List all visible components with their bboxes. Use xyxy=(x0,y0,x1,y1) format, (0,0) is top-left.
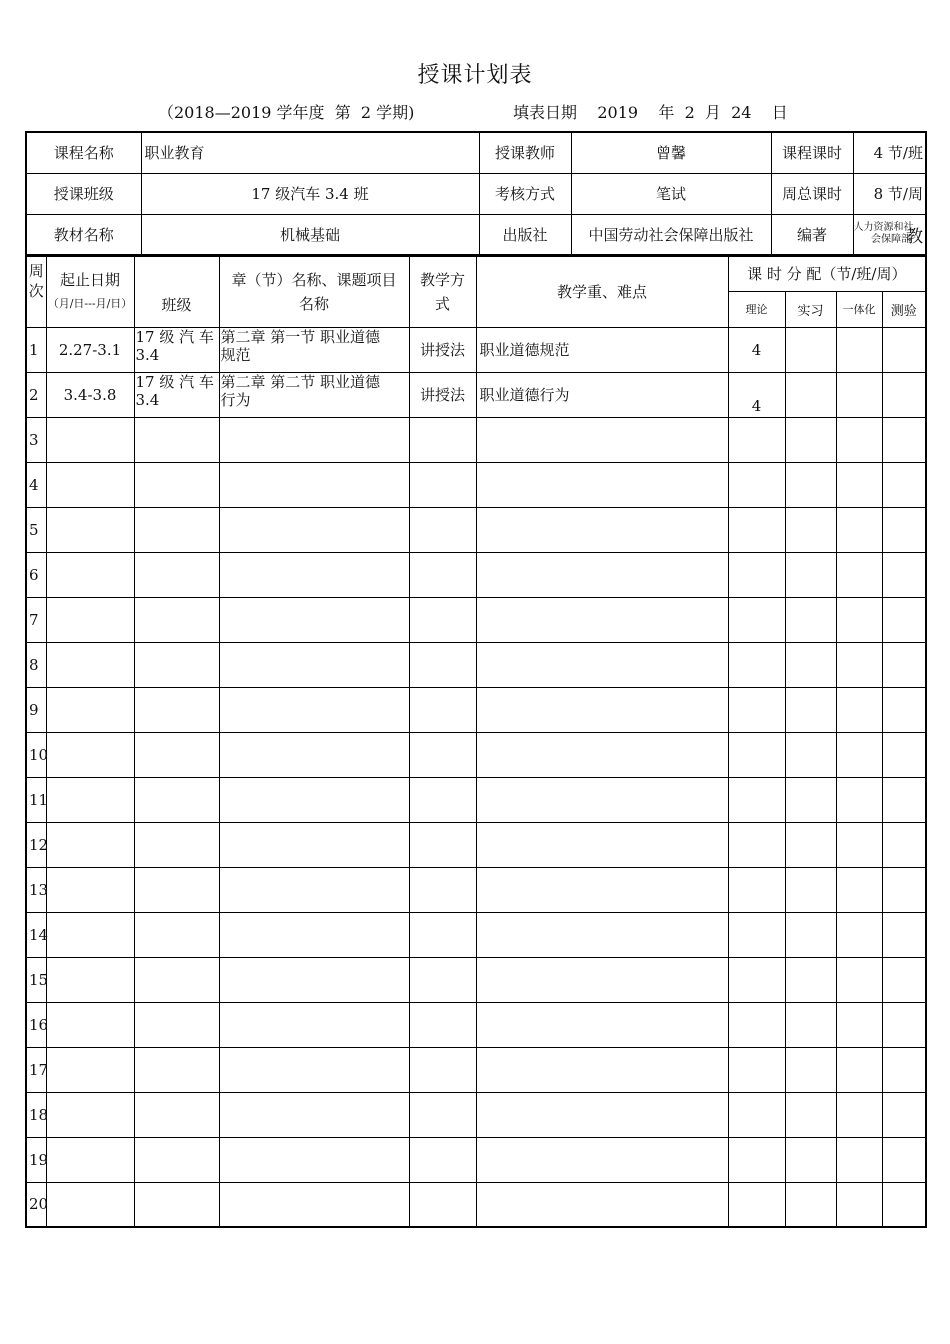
practice-cell xyxy=(785,732,836,777)
week-cell: 14 xyxy=(26,912,46,957)
teacher-label: 授课教师 xyxy=(479,132,571,173)
chapter-cell xyxy=(219,462,409,507)
theory-cell xyxy=(728,687,785,732)
header-chapter-line1: 章（节）名称、课题项目 xyxy=(231,270,397,289)
chapter-cell xyxy=(219,732,409,777)
course-label: 课程名称 xyxy=(26,132,141,173)
table-row xyxy=(26,1092,926,1137)
table-row xyxy=(26,597,926,642)
method-cell: 讲授法 xyxy=(409,327,476,372)
integrated-cell xyxy=(836,912,882,957)
chapter-cell xyxy=(219,552,409,597)
teaching-plan-table xyxy=(25,255,927,1228)
week-cell: 12 xyxy=(26,822,46,867)
focus-cell xyxy=(476,957,728,1002)
focus-cell xyxy=(476,597,728,642)
header-theory: 理论 xyxy=(728,291,785,327)
class-cell xyxy=(134,1002,219,1047)
theory-cell xyxy=(728,912,785,957)
week-cell: 11 xyxy=(26,777,46,822)
dates-cell xyxy=(46,1137,134,1182)
practice-cell xyxy=(785,1092,836,1137)
header-dates-sub: （月/日---月/日） xyxy=(47,296,133,310)
test-cell xyxy=(882,732,926,777)
integrated-cell xyxy=(836,1092,882,1137)
method-cell xyxy=(409,912,476,957)
test-cell xyxy=(882,372,926,417)
course-hours-label: 课程课时 xyxy=(771,132,853,173)
theory-cell xyxy=(728,417,785,462)
test-cell xyxy=(882,1047,926,1092)
integrated-cell xyxy=(836,462,882,507)
integrated-cell xyxy=(836,507,882,552)
theory-cell xyxy=(728,1137,785,1182)
chapter-cell xyxy=(219,822,409,867)
method-cell xyxy=(409,642,476,687)
focus-cell xyxy=(476,867,728,912)
table-row xyxy=(26,777,926,822)
class-cell xyxy=(134,642,219,687)
publisher-label: 出版社 xyxy=(479,214,571,255)
week-cell: 15 xyxy=(26,957,46,1002)
integrated-cell xyxy=(836,822,882,867)
class-label: 授课班级 xyxy=(26,173,141,214)
method-cell xyxy=(409,1092,476,1137)
method-cell xyxy=(409,822,476,867)
focus-cell xyxy=(476,462,728,507)
focus-cell xyxy=(476,1002,728,1047)
week-cell: 16 xyxy=(26,1002,46,1047)
table-row xyxy=(26,867,926,912)
week-cell: 20 xyxy=(26,1182,46,1227)
week-cell: 1 xyxy=(26,327,46,372)
class-cell xyxy=(134,687,219,732)
week-cell: 10 xyxy=(26,732,46,777)
focus-cell: 职业道德行为 xyxy=(476,372,728,417)
class-cell xyxy=(134,912,219,957)
practice-cell xyxy=(785,777,836,822)
header-dates xyxy=(46,256,134,327)
focus-cell xyxy=(476,777,728,822)
chapter-cell xyxy=(219,687,409,732)
practice-cell xyxy=(785,642,836,687)
practice-cell xyxy=(785,552,836,597)
method-cell xyxy=(409,957,476,1002)
method-cell xyxy=(409,777,476,822)
practice-cell xyxy=(785,867,836,912)
practice-cell xyxy=(785,822,836,867)
dates-cell xyxy=(46,507,134,552)
class-cell xyxy=(134,552,219,597)
week-cell: 3 xyxy=(26,417,46,462)
test-cell xyxy=(882,552,926,597)
theory-cell xyxy=(728,552,785,597)
theory-cell xyxy=(728,822,785,867)
practice-cell xyxy=(785,372,836,417)
chapter-cell xyxy=(219,957,409,1002)
theory-cell: 4 xyxy=(728,372,785,417)
practice-cell xyxy=(785,957,836,1002)
class-cell xyxy=(134,1047,219,1092)
chapter-cell-line1: 第二章 第二节 职业道德 xyxy=(220,372,381,391)
dates-cell xyxy=(46,867,134,912)
week-cell: 13 xyxy=(26,867,46,912)
theory-cell xyxy=(728,507,785,552)
chapter-cell xyxy=(219,867,409,912)
dates-cell xyxy=(46,1002,134,1047)
test-cell xyxy=(882,597,926,642)
week-cell: 18 xyxy=(26,1092,46,1137)
test-cell xyxy=(882,1137,926,1182)
course-info-table xyxy=(25,131,927,256)
focus-cell xyxy=(476,1182,728,1227)
info-row-course xyxy=(26,132,926,173)
method-cell xyxy=(409,552,476,597)
header-week xyxy=(26,256,46,327)
practice-cell xyxy=(785,1002,836,1047)
editor-value-line1: 人力资源和社 xyxy=(853,222,914,234)
header-week-line2: 次 xyxy=(28,282,44,300)
integrated-cell xyxy=(836,1047,882,1092)
class-cell xyxy=(134,597,219,642)
class-cell xyxy=(134,507,219,552)
focus-cell xyxy=(476,1092,728,1137)
integrated-cell xyxy=(836,777,882,822)
table-row xyxy=(26,732,926,777)
test-cell xyxy=(882,687,926,732)
class-cell xyxy=(134,417,219,462)
practice-cell xyxy=(785,597,836,642)
info-row-class xyxy=(26,173,926,214)
test-cell xyxy=(882,1182,926,1227)
integrated-cell xyxy=(836,642,882,687)
header-integrated: 一体化 xyxy=(836,291,882,327)
dates-cell xyxy=(46,552,134,597)
table-row xyxy=(26,1047,926,1092)
dates-cell xyxy=(46,642,134,687)
theory-cell xyxy=(728,597,785,642)
integrated-cell xyxy=(836,417,882,462)
fill-date-line: 填表日期 2019 年 2 月 24 日 xyxy=(513,103,788,122)
table-row xyxy=(26,687,926,732)
chapter-cell xyxy=(219,1047,409,1092)
chapter-cell xyxy=(219,372,409,417)
week-cell: 19 xyxy=(26,1137,46,1182)
header-hours: 课 时 分 配（节/班/周） xyxy=(728,256,926,291)
dates-cell xyxy=(46,732,134,777)
textbook-label: 教材名称 xyxy=(26,214,141,255)
theory-cell xyxy=(728,1182,785,1227)
integrated-cell xyxy=(836,552,882,597)
dates-cell xyxy=(46,1047,134,1092)
practice-cell xyxy=(785,327,836,372)
theory-cell xyxy=(728,642,785,687)
weekly-hours-label: 周总课时 xyxy=(771,173,853,214)
table-row xyxy=(26,1137,926,1182)
header-chapter-line2: 名称 xyxy=(298,294,329,313)
test-cell xyxy=(882,417,926,462)
class-cell-line2: 3.4 xyxy=(135,345,160,364)
theory-cell xyxy=(728,1047,785,1092)
dates-cell xyxy=(46,597,134,642)
exam-label: 考核方式 xyxy=(479,173,571,214)
chapter-cell-line2: 行为 xyxy=(220,390,251,409)
table-row xyxy=(26,372,926,417)
class-cell xyxy=(134,957,219,1002)
chapter-cell xyxy=(219,777,409,822)
plan-header-row-1 xyxy=(26,256,926,291)
test-cell xyxy=(882,1002,926,1047)
theory-cell xyxy=(728,462,785,507)
dates-cell xyxy=(46,1092,134,1137)
test-cell xyxy=(882,1092,926,1137)
test-cell xyxy=(882,327,926,372)
method-cell xyxy=(409,417,476,462)
integrated-cell xyxy=(836,327,882,372)
practice-cell xyxy=(785,1182,836,1227)
test-cell xyxy=(882,957,926,1002)
theory-cell: 4 xyxy=(728,327,785,372)
table-row xyxy=(26,327,926,372)
practice-cell xyxy=(785,1137,836,1182)
class-cell xyxy=(134,867,219,912)
editor-value-char: 教 xyxy=(906,226,923,247)
test-cell xyxy=(882,642,926,687)
editor-value xyxy=(853,214,926,255)
class-cell xyxy=(134,372,219,417)
week-cell: 6 xyxy=(26,552,46,597)
dates-cell: 2.27-3.1 xyxy=(46,327,134,372)
chapter-cell xyxy=(219,912,409,957)
info-row-textbook xyxy=(26,214,926,255)
chapter-cell-line2: 规范 xyxy=(220,345,251,364)
week-cell: 7 xyxy=(26,597,46,642)
test-cell xyxy=(882,507,926,552)
table-row xyxy=(26,912,926,957)
chapter-cell xyxy=(219,1092,409,1137)
chapter-cell xyxy=(219,597,409,642)
integrated-cell xyxy=(836,687,882,732)
table-row xyxy=(26,822,926,867)
header-chapter xyxy=(219,256,409,327)
table-row xyxy=(26,957,926,1002)
focus-cell xyxy=(476,507,728,552)
header-class: 班级 xyxy=(134,256,219,327)
class-cell xyxy=(134,732,219,777)
class-cell-line1: 17 级 汽 车 xyxy=(135,327,214,346)
header-method xyxy=(409,256,476,327)
week-cell: 17 xyxy=(26,1047,46,1092)
table-row xyxy=(26,417,926,462)
test-cell xyxy=(882,912,926,957)
focus-cell xyxy=(476,732,728,777)
header-week-line1: 周 xyxy=(28,262,44,280)
exam-value: 笔试 xyxy=(571,173,771,214)
theory-cell xyxy=(728,1092,785,1137)
practice-cell xyxy=(785,417,836,462)
dates-cell xyxy=(46,957,134,1002)
chapter-cell xyxy=(219,417,409,462)
integrated-cell xyxy=(836,372,882,417)
table-row xyxy=(26,1182,926,1227)
teacher-value: 曾馨 xyxy=(571,132,771,173)
practice-cell xyxy=(785,462,836,507)
chapter-cell xyxy=(219,1137,409,1182)
dates-cell: 3.4-3.8 xyxy=(46,372,134,417)
dates-cell xyxy=(46,417,134,462)
method-cell xyxy=(409,1047,476,1092)
dates-cell xyxy=(46,1182,134,1227)
publisher-value: 中国劳动社会保障出版社 xyxy=(571,214,771,255)
dates-cell xyxy=(46,777,134,822)
test-cell xyxy=(882,867,926,912)
header-focus: 教学重、难点 xyxy=(476,256,728,327)
table-row xyxy=(26,507,926,552)
chapter-cell xyxy=(219,507,409,552)
textbook-value: 机械基础 xyxy=(141,214,479,255)
table-row xyxy=(26,1002,926,1047)
practice-cell xyxy=(785,687,836,732)
header-method-line1: 教学方 xyxy=(419,270,465,289)
week-cell: 8 xyxy=(26,642,46,687)
class-cell xyxy=(134,462,219,507)
editor-label: 编著 xyxy=(771,214,853,255)
practice-cell xyxy=(785,507,836,552)
chapter-cell-line1: 第二章 第一节 职业道德 xyxy=(220,327,381,346)
theory-cell xyxy=(728,867,785,912)
integrated-cell xyxy=(836,732,882,777)
dates-cell xyxy=(46,822,134,867)
theory-cell xyxy=(728,732,785,777)
page-title: 授课计划表 xyxy=(417,63,533,88)
weekly-hours-value: 8 节/周 xyxy=(853,173,926,214)
table-row xyxy=(26,462,926,507)
class-cell xyxy=(134,1182,219,1227)
method-cell xyxy=(409,1002,476,1047)
method-cell xyxy=(409,507,476,552)
chapter-cell xyxy=(219,327,409,372)
class-cell xyxy=(134,1137,219,1182)
method-cell xyxy=(409,687,476,732)
focus-cell xyxy=(476,1047,728,1092)
theory-cell xyxy=(728,957,785,1002)
integrated-cell xyxy=(836,1002,882,1047)
dates-cell xyxy=(46,912,134,957)
table-row xyxy=(26,552,926,597)
course-value: 职业教育 xyxy=(141,132,479,173)
week-cell: 9 xyxy=(26,687,46,732)
header-method-line2: 式 xyxy=(434,294,450,313)
integrated-cell xyxy=(836,1137,882,1182)
test-cell xyxy=(882,462,926,507)
header-practice: 实习 xyxy=(785,291,836,327)
table-row xyxy=(26,642,926,687)
method-cell xyxy=(409,1137,476,1182)
test-cell xyxy=(882,777,926,822)
focus-cell xyxy=(476,552,728,597)
practice-cell xyxy=(785,912,836,957)
class-cell xyxy=(134,1092,219,1137)
integrated-cell xyxy=(836,867,882,912)
week-cell: 2 xyxy=(26,372,46,417)
method-cell xyxy=(409,732,476,777)
integrated-cell xyxy=(836,957,882,1002)
focus-cell xyxy=(476,417,728,462)
chapter-cell xyxy=(219,1182,409,1227)
test-cell xyxy=(882,822,926,867)
focus-cell: 职业道德规范 xyxy=(476,327,728,372)
focus-cell xyxy=(476,822,728,867)
chapter-cell xyxy=(219,1002,409,1047)
dates-cell xyxy=(46,687,134,732)
header-test: 测验 xyxy=(882,291,926,327)
focus-cell xyxy=(476,642,728,687)
editor-value-line2: 会保障部 xyxy=(871,234,911,246)
method-cell xyxy=(409,1182,476,1227)
method-cell xyxy=(409,867,476,912)
theory-cell xyxy=(728,1002,785,1047)
practice-cell xyxy=(785,1047,836,1092)
class-cell xyxy=(134,822,219,867)
method-cell xyxy=(409,462,476,507)
integrated-cell xyxy=(836,597,882,642)
focus-cell xyxy=(476,912,728,957)
class-cell xyxy=(134,327,219,372)
term-line: （2018—2019 学年度 第 2 学期) xyxy=(158,103,415,122)
dates-cell xyxy=(46,462,134,507)
course-hours-value: 4 节/班 xyxy=(853,132,926,173)
chapter-cell xyxy=(219,642,409,687)
method-cell xyxy=(409,597,476,642)
week-cell: 4 xyxy=(26,462,46,507)
class-cell-line1: 17 级 汽 车 xyxy=(135,372,214,391)
class-cell-line2: 3.4 xyxy=(135,390,160,409)
class-cell xyxy=(134,777,219,822)
focus-cell xyxy=(476,1137,728,1182)
header-dates-main: 起止日期 xyxy=(59,270,120,289)
focus-cell xyxy=(476,687,728,732)
method-cell: 讲授法 xyxy=(409,372,476,417)
week-cell: 5 xyxy=(26,507,46,552)
theory-cell xyxy=(728,777,785,822)
class-value: 17 级汽车 3.4 班 xyxy=(141,173,479,214)
integrated-cell xyxy=(836,1182,882,1227)
